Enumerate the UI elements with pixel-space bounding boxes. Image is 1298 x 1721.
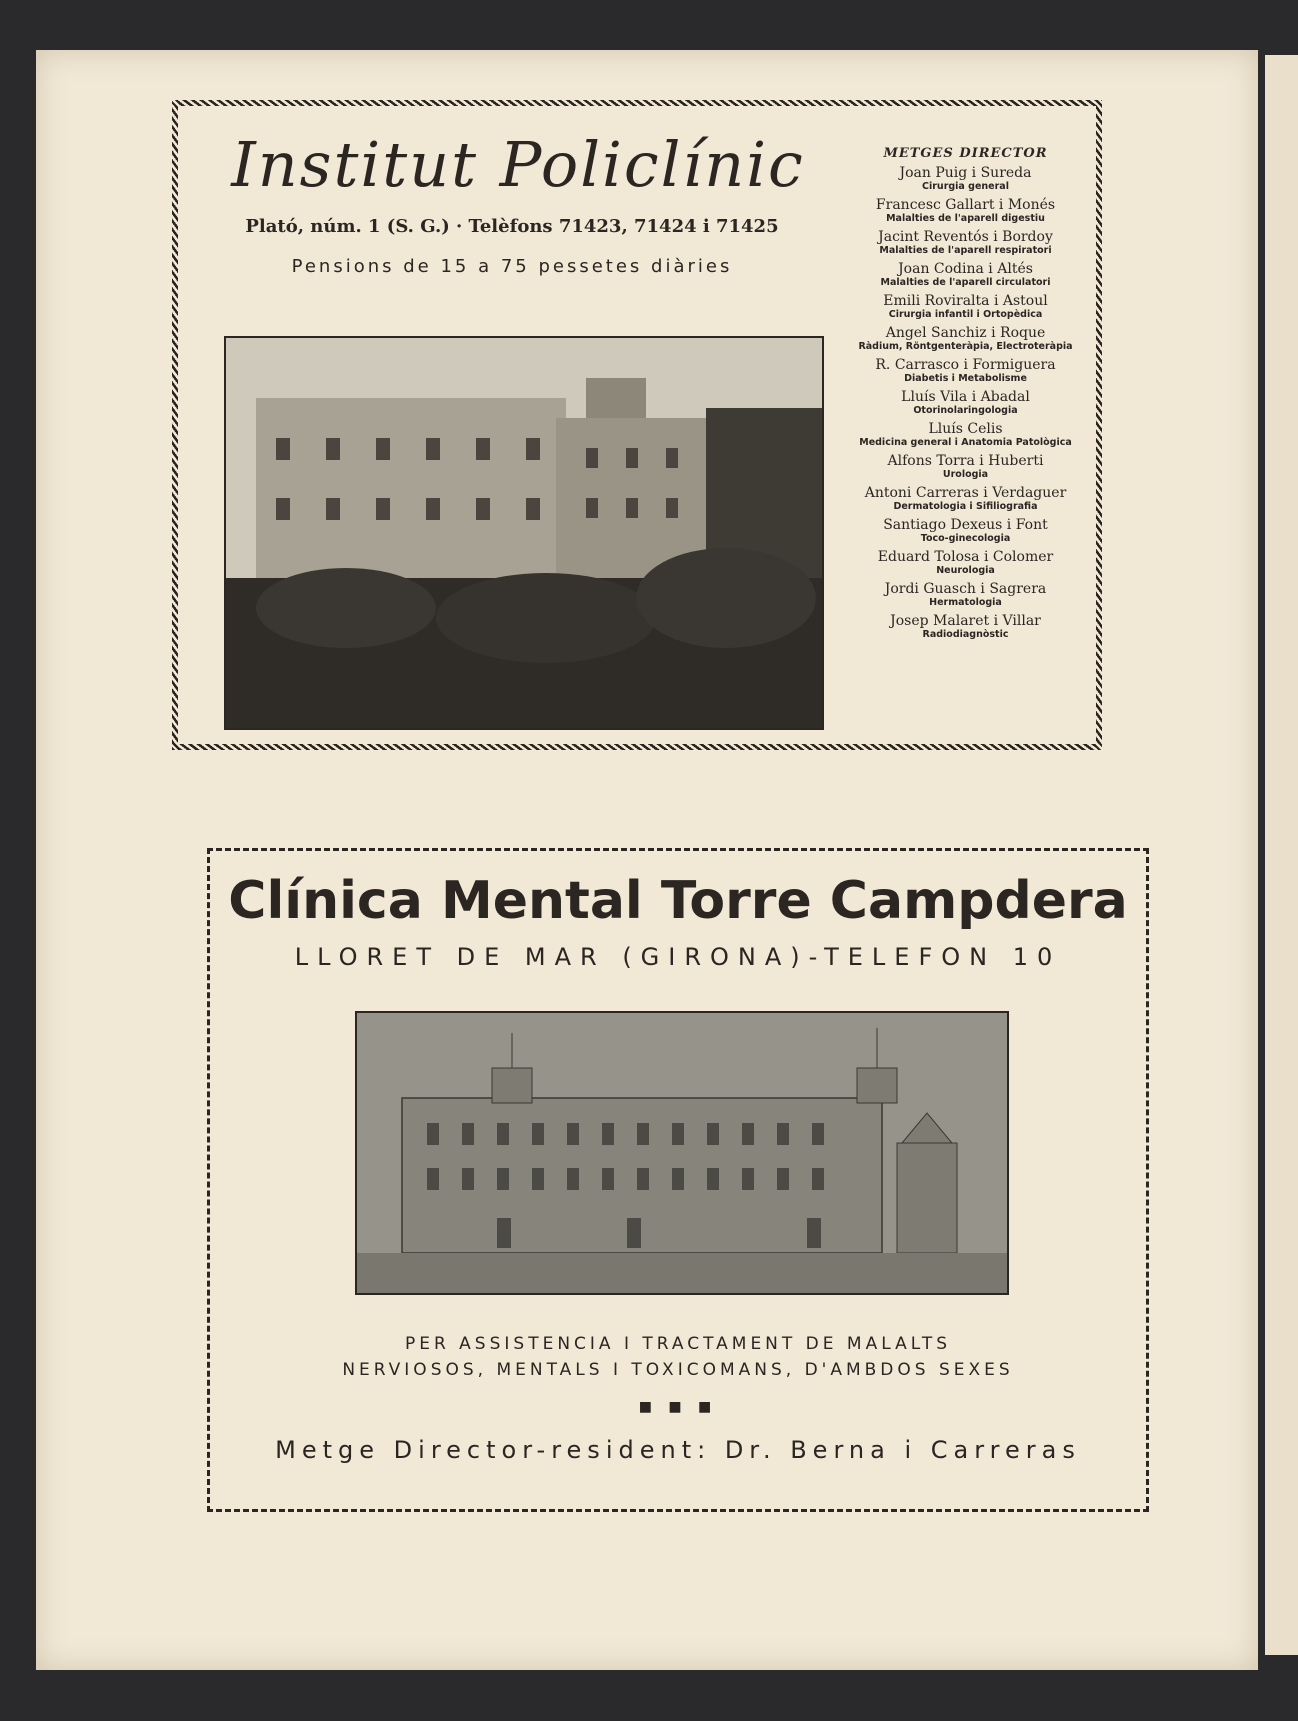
director-name: R. Carrasco i Formiguera <box>875 357 1056 373</box>
separator-ornament: ■ ■ ■ <box>638 1399 718 1415</box>
director-name: Josep Malaret i Villar <box>890 613 1041 629</box>
director-entry <box>833 261 1098 289</box>
institut-policlinic-ad <box>172 100 1102 750</box>
purpose-line-1: PER ASSISTENCIA I TRACTAMENT DE MALALTS <box>404 1334 952 1354</box>
director-entry <box>833 581 1098 609</box>
ad2-purpose <box>210 1331 1146 1383</box>
director-name: Jacint Reventós i Bordoy <box>878 229 1053 245</box>
director-specialty: Hermatologia <box>929 597 1002 608</box>
purpose-line-2: NERVIOSOS, MENTALS I TOXICOMANS, D'AMBDOS SEXES <box>342 1360 1014 1380</box>
director-name: Lluís Celis <box>928 421 1003 437</box>
director-name: Santiago Dexeus i Font <box>883 517 1048 533</box>
director-name: Jordi Guasch i Sagrera <box>884 581 1047 597</box>
director-name: Joan Codina i Altés <box>898 261 1033 277</box>
director-specialty: Malalties de l'aparell circulatori <box>880 277 1051 288</box>
director-entry <box>833 549 1098 577</box>
institut-building-photo <box>224 336 824 730</box>
director-specialty: Dermatologia i Sifiliografia <box>893 501 1038 512</box>
clinic-building-drawing <box>355 1011 1009 1295</box>
director-specialty: Diabetis i Metabolisme <box>904 373 1027 384</box>
director-specialty: Malalties de l'aparell respiratori <box>879 245 1052 256</box>
director-entry <box>833 357 1098 385</box>
ad2-title: Clínica Mental Torre Campdera <box>228 871 1128 931</box>
director-name: Lluís Vila i Abadal <box>901 389 1030 405</box>
director-entry <box>833 453 1098 481</box>
ad2-director: Metge Director-resident: Dr. Berna i Carreras <box>275 1436 1081 1464</box>
clinica-mental-ad <box>207 848 1149 1512</box>
director-specialty: Cirurgia infantil i Ortopèdica <box>888 309 1043 320</box>
director-entry <box>833 229 1098 257</box>
ad1-pensions: Pensions de 15 a 75 pessetes diàries <box>291 256 733 277</box>
director-entry <box>833 517 1098 545</box>
building-photo-drawing <box>226 338 822 728</box>
directors-list <box>833 146 1098 645</box>
director-specialty: Neurologia <box>936 565 995 576</box>
director-entry <box>833 421 1098 449</box>
director-specialty: Otorinolaringologia <box>913 405 1018 416</box>
director-name: Emili Roviralta i Astoul <box>883 293 1048 309</box>
director-entry <box>833 613 1098 641</box>
director-name: Antoni Carreras i Verdaguer <box>864 485 1067 501</box>
director-name: Francesc Gallart i Monés <box>875 197 1056 213</box>
director-specialty: Cirurgia general <box>922 181 1009 192</box>
directors-heading: METGES DIRECTOR <box>883 146 1048 161</box>
director-entry <box>833 165 1098 193</box>
ad2-subtitle: LLORET DE MAR (GIRONA)-TELEFON 10 <box>294 943 1062 971</box>
director-specialty: Ràdium, Röntgenteràpia, Electroteràpia <box>858 341 1073 352</box>
director-specialty: Malalties de l'aparell digestiu <box>886 213 1045 224</box>
director-name: Angel Sanchiz i Roque <box>885 325 1046 341</box>
director-specialty: Medicina general i Anatomia Patològica <box>859 437 1072 448</box>
ad1-address: Plató, núm. 1 (S. G.) · Telèfons 71423, 71424 i 71425 <box>245 216 779 237</box>
director-specialty: Toco-ginecologia <box>920 533 1011 544</box>
clinic-facade-drawing <box>357 1013 1007 1293</box>
director-entry <box>833 197 1098 225</box>
director-name: Joan Puig i Sureda <box>899 165 1032 181</box>
director-entry <box>833 293 1098 321</box>
director-specialty: Urologia <box>942 469 989 480</box>
director-entry <box>833 389 1098 417</box>
director-specialty: Radiodiagnòstic <box>922 629 1009 640</box>
director-entry <box>833 325 1098 353</box>
director-entry <box>833 485 1098 513</box>
next-page-edge <box>1265 55 1298 1655</box>
ad1-title: Institut Policlínic <box>231 128 805 201</box>
director-name: Eduard Tolosa i Colomer <box>877 549 1054 565</box>
director-name: Alfons Torra i Huberti <box>887 453 1044 469</box>
